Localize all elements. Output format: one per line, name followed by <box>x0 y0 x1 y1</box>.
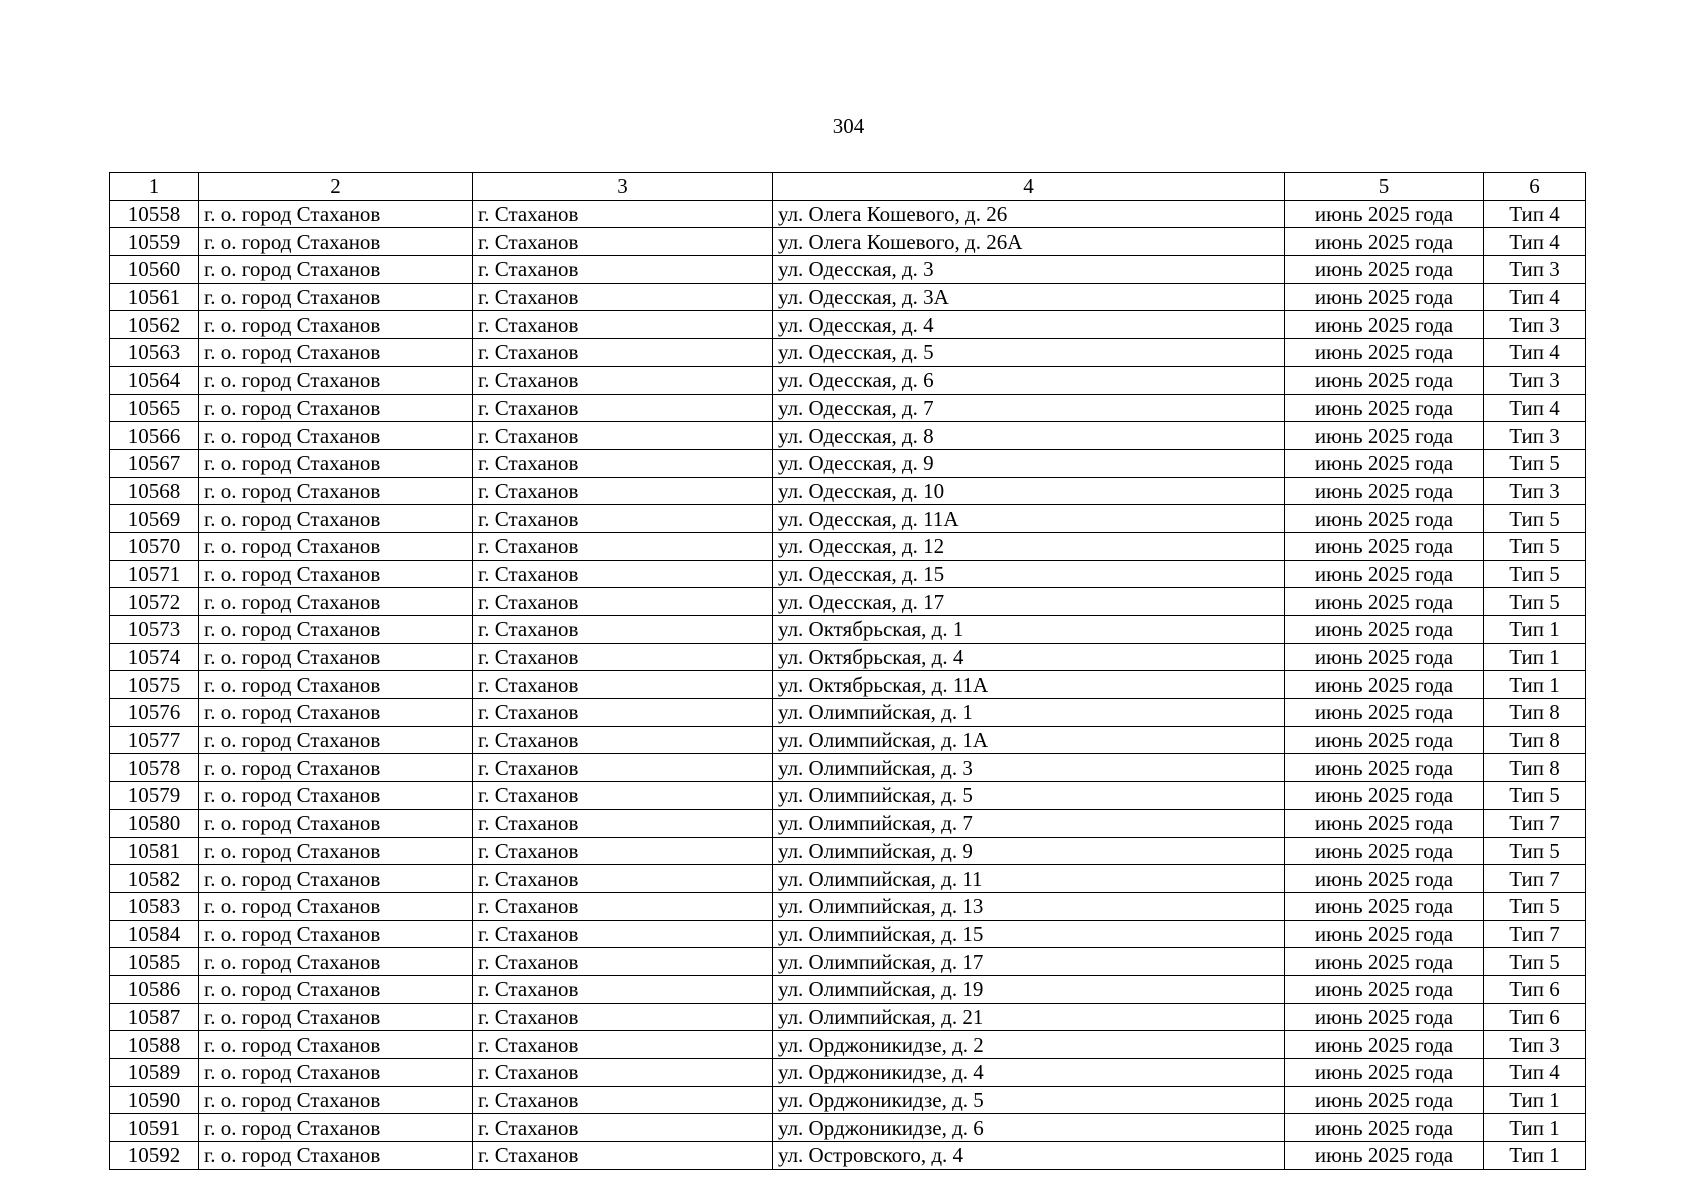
date-cell: июнь 2025 года <box>1285 892 1484 920</box>
table-row <box>110 1031 1586 1059</box>
type-cell: Тип 5 <box>1484 948 1586 976</box>
table-row <box>110 1114 1586 1142</box>
address-cell: ул. Островского, д. 4 <box>773 1142 1285 1170</box>
district-cell: г. о. город Стаханов <box>199 1003 473 1031</box>
date-cell: июнь 2025 года <box>1285 782 1484 810</box>
settlement-cell: г. Стаханов <box>473 616 773 644</box>
settlement-cell: г. Стаханов <box>473 782 773 810</box>
address-cell: ул. Одесская, д. 6 <box>773 366 1285 394</box>
row-number-cell: 10574 <box>110 643 199 671</box>
settlement-cell: г. Стаханов <box>473 200 773 228</box>
date-cell: июнь 2025 года <box>1285 975 1484 1003</box>
type-cell: Тип 7 <box>1484 865 1586 893</box>
table-row <box>110 394 1586 422</box>
district-cell: г. о. город Стаханов <box>199 394 473 422</box>
district-cell: г. о. город Стаханов <box>199 726 473 754</box>
row-number-cell: 10588 <box>110 1031 199 1059</box>
settlement-cell: г. Стаханов <box>473 1059 773 1087</box>
district-cell: г. о. город Стаханов <box>199 200 473 228</box>
column-header: 6 <box>1484 173 1586 201</box>
table-row <box>110 643 1586 671</box>
address-cell: ул. Одесская, д. 10 <box>773 477 1285 505</box>
date-cell: июнь 2025 года <box>1285 643 1484 671</box>
date-cell: июнь 2025 года <box>1285 865 1484 893</box>
row-number-cell: 10584 <box>110 920 199 948</box>
type-cell: Тип 5 <box>1484 588 1586 616</box>
table-row <box>110 948 1586 976</box>
row-number-cell: 10572 <box>110 588 199 616</box>
address-cell: ул. Орджоникидзе, д. 5 <box>773 1086 1285 1114</box>
settlement-cell: г. Стаханов <box>473 643 773 671</box>
table-row <box>110 366 1586 394</box>
settlement-cell: г. Стаханов <box>473 726 773 754</box>
district-cell: г. о. город Стаханов <box>199 671 473 699</box>
settlement-cell: г. Стаханов <box>473 754 773 782</box>
table-header-row <box>110 173 1586 201</box>
date-cell: июнь 2025 года <box>1285 477 1484 505</box>
date-cell: июнь 2025 года <box>1285 920 1484 948</box>
settlement-cell: г. Стаханов <box>473 1142 773 1170</box>
row-number-cell: 10576 <box>110 699 199 727</box>
type-cell: Тип 4 <box>1484 394 1586 422</box>
table-row <box>110 256 1586 284</box>
type-cell: Тип 1 <box>1484 616 1586 644</box>
address-cell: ул. Олимпийская, д. 15 <box>773 920 1285 948</box>
address-cell: ул. Олимпийская, д. 19 <box>773 975 1285 1003</box>
district-cell: г. о. город Стаханов <box>199 339 473 367</box>
date-cell: июнь 2025 года <box>1285 699 1484 727</box>
address-cell: ул. Олега Кошевого, д. 26 <box>773 200 1285 228</box>
type-cell: Тип 6 <box>1484 975 1586 1003</box>
date-cell: июнь 2025 года <box>1285 1031 1484 1059</box>
address-cell: ул. Олимпийская, д. 21 <box>773 1003 1285 1031</box>
row-number-cell: 10569 <box>110 505 199 533</box>
address-cell: ул. Одесская, д. 17 <box>773 588 1285 616</box>
date-cell: июнь 2025 года <box>1285 339 1484 367</box>
type-cell: Тип 3 <box>1484 422 1586 450</box>
row-number-cell: 10579 <box>110 782 199 810</box>
column-header: 5 <box>1285 173 1484 201</box>
table-row <box>110 283 1586 311</box>
address-cell: ул. Орджоникидзе, д. 4 <box>773 1059 1285 1087</box>
district-cell: г. о. город Стаханов <box>199 283 473 311</box>
district-cell: г. о. город Стаханов <box>199 505 473 533</box>
registry-table <box>109 172 1586 1170</box>
settlement-cell: г. Стаханов <box>473 283 773 311</box>
page-number: 304 <box>832 114 865 138</box>
row-number-cell: 10582 <box>110 865 199 893</box>
type-cell: Тип 3 <box>1484 1031 1586 1059</box>
date-cell: июнь 2025 года <box>1285 505 1484 533</box>
table-row <box>110 1142 1586 1170</box>
type-cell: Тип 4 <box>1484 339 1586 367</box>
type-cell: Тип 3 <box>1484 477 1586 505</box>
address-cell: ул. Одесская, д. 12 <box>773 532 1285 560</box>
row-number-cell: 10591 <box>110 1114 199 1142</box>
date-cell: июнь 2025 года <box>1285 560 1484 588</box>
address-cell: ул. Олимпийская, д. 3 <box>773 754 1285 782</box>
type-cell: Тип 3 <box>1484 256 1586 284</box>
district-cell: г. о. город Стаханов <box>199 782 473 810</box>
district-cell: г. о. город Стаханов <box>199 643 473 671</box>
row-number-cell: 10573 <box>110 616 199 644</box>
table-row <box>110 1086 1586 1114</box>
settlement-cell: г. Стаханов <box>473 256 773 284</box>
row-number-cell: 10583 <box>110 892 199 920</box>
settlement-cell: г. Стаханов <box>473 560 773 588</box>
row-number-cell: 10578 <box>110 754 199 782</box>
district-cell: г. о. город Стаханов <box>199 256 473 284</box>
table-row <box>110 449 1586 477</box>
address-cell: ул. Одесская, д. 11А <box>773 505 1285 533</box>
table-row <box>110 200 1586 228</box>
row-number-cell: 10561 <box>110 283 199 311</box>
date-cell: июнь 2025 года <box>1285 948 1484 976</box>
type-cell: Тип 8 <box>1484 699 1586 727</box>
district-cell: г. о. город Стаханов <box>199 449 473 477</box>
address-cell: ул. Одесская, д. 3А <box>773 283 1285 311</box>
table-row <box>110 228 1586 256</box>
date-cell: июнь 2025 года <box>1285 1003 1484 1031</box>
type-cell: Тип 4 <box>1484 200 1586 228</box>
date-cell: июнь 2025 года <box>1285 1086 1484 1114</box>
table-row <box>110 671 1586 699</box>
district-cell: г. о. город Стаханов <box>199 588 473 616</box>
row-number-cell: 10586 <box>110 975 199 1003</box>
table-row <box>110 865 1586 893</box>
column-header: 3 <box>473 173 773 201</box>
type-cell: Тип 4 <box>1484 283 1586 311</box>
row-number-cell: 10567 <box>110 449 199 477</box>
table-row <box>110 311 1586 339</box>
type-cell: Тип 3 <box>1484 311 1586 339</box>
settlement-cell: г. Стаханов <box>473 311 773 339</box>
date-cell: июнь 2025 года <box>1285 616 1484 644</box>
row-number-cell: 10577 <box>110 726 199 754</box>
row-number-cell: 10570 <box>110 532 199 560</box>
address-cell: ул. Октябрьская, д. 11А <box>773 671 1285 699</box>
settlement-cell: г. Стаханов <box>473 1086 773 1114</box>
type-cell: Тип 7 <box>1484 920 1586 948</box>
district-cell: г. о. город Стаханов <box>199 311 473 339</box>
district-cell: г. о. город Стаханов <box>199 1031 473 1059</box>
row-number-cell: 10566 <box>110 422 199 450</box>
row-number-cell: 10590 <box>110 1086 199 1114</box>
date-cell: июнь 2025 года <box>1285 422 1484 450</box>
date-cell: июнь 2025 года <box>1285 1142 1484 1170</box>
type-cell: Тип 1 <box>1484 643 1586 671</box>
type-cell: Тип 4 <box>1484 228 1586 256</box>
address-cell: ул. Одесская, д. 7 <box>773 394 1285 422</box>
table-row <box>110 726 1586 754</box>
district-cell: г. о. город Стаханов <box>199 422 473 450</box>
row-number-cell: 10564 <box>110 366 199 394</box>
district-cell: г. о. город Стаханов <box>199 1142 473 1170</box>
date-cell: июнь 2025 года <box>1285 228 1484 256</box>
table-row <box>110 477 1586 505</box>
row-number-cell: 10581 <box>110 837 199 865</box>
row-number-cell: 10592 <box>110 1142 199 1170</box>
type-cell: Тип 7 <box>1484 809 1586 837</box>
address-cell: ул. Орджоникидзе, д. 2 <box>773 1031 1285 1059</box>
address-cell: ул. Олимпийская, д. 1 <box>773 699 1285 727</box>
type-cell: Тип 5 <box>1484 449 1586 477</box>
table-row <box>110 754 1586 782</box>
district-cell: г. о. город Стаханов <box>199 920 473 948</box>
address-cell: ул. Олимпийская, д. 17 <box>773 948 1285 976</box>
address-cell: ул. Олимпийская, д. 13 <box>773 892 1285 920</box>
settlement-cell: г. Стаханов <box>473 837 773 865</box>
date-cell: июнь 2025 года <box>1285 726 1484 754</box>
address-cell: ул. Олимпийская, д. 9 <box>773 837 1285 865</box>
district-cell: г. о. город Стаханов <box>199 1114 473 1142</box>
address-cell: ул. Октябрьская, д. 4 <box>773 643 1285 671</box>
date-cell: июнь 2025 года <box>1285 256 1484 284</box>
table-row <box>110 782 1586 810</box>
date-cell: июнь 2025 года <box>1285 671 1484 699</box>
row-number-cell: 10575 <box>110 671 199 699</box>
row-number-cell: 10563 <box>110 339 199 367</box>
address-cell: ул. Одесская, д. 8 <box>773 422 1285 450</box>
district-cell: г. о. город Стаханов <box>199 366 473 394</box>
type-cell: Тип 6 <box>1484 1003 1586 1031</box>
row-number-cell: 10559 <box>110 228 199 256</box>
district-cell: г. о. город Стаханов <box>199 560 473 588</box>
settlement-cell: г. Стаханов <box>473 699 773 727</box>
table-row <box>110 975 1586 1003</box>
date-cell: июнь 2025 года <box>1285 809 1484 837</box>
date-cell: июнь 2025 года <box>1285 1114 1484 1142</box>
settlement-cell: г. Стаханов <box>473 366 773 394</box>
settlement-cell: г. Стаханов <box>473 1031 773 1059</box>
district-cell: г. о. город Стаханов <box>199 865 473 893</box>
address-cell: ул. Одесская, д. 15 <box>773 560 1285 588</box>
type-cell: Тип 1 <box>1484 671 1586 699</box>
table-row <box>110 616 1586 644</box>
settlement-cell: г. Стаханов <box>473 920 773 948</box>
address-cell: ул. Орджоникидзе, д. 6 <box>773 1114 1285 1142</box>
settlement-cell: г. Стаханов <box>473 809 773 837</box>
address-cell: ул. Олега Кошевого, д. 26А <box>773 228 1285 256</box>
settlement-cell: г. Стаханов <box>473 1003 773 1031</box>
type-cell: Тип 5 <box>1484 532 1586 560</box>
row-number-cell: 10562 <box>110 311 199 339</box>
date-cell: июнь 2025 года <box>1285 366 1484 394</box>
district-cell: г. о. город Стаханов <box>199 1059 473 1087</box>
settlement-cell: г. Стаханов <box>473 588 773 616</box>
settlement-cell: г. Стаханов <box>473 892 773 920</box>
settlement-cell: г. Стаханов <box>473 422 773 450</box>
row-number-cell: 10565 <box>110 394 199 422</box>
table-row <box>110 809 1586 837</box>
date-cell: июнь 2025 года <box>1285 837 1484 865</box>
column-header: 2 <box>199 173 473 201</box>
settlement-cell: г. Стаханов <box>473 228 773 256</box>
district-cell: г. о. город Стаханов <box>199 532 473 560</box>
type-cell: Тип 8 <box>1484 726 1586 754</box>
date-cell: июнь 2025 года <box>1285 754 1484 782</box>
settlement-cell: г. Стаханов <box>473 394 773 422</box>
table-row <box>110 699 1586 727</box>
column-header: 1 <box>110 173 199 201</box>
table-body <box>110 200 1586 1169</box>
row-number-cell: 10558 <box>110 200 199 228</box>
settlement-cell: г. Стаханов <box>473 532 773 560</box>
type-cell: Тип 3 <box>1484 366 1586 394</box>
address-cell: ул. Олимпийская, д. 11 <box>773 865 1285 893</box>
address-cell: ул. Одесская, д. 9 <box>773 449 1285 477</box>
district-cell: г. о. город Стаханов <box>199 837 473 865</box>
row-number-cell: 10585 <box>110 948 199 976</box>
table-row <box>110 560 1586 588</box>
row-number-cell: 10568 <box>110 477 199 505</box>
table-row <box>110 920 1586 948</box>
row-number-cell: 10560 <box>110 256 199 284</box>
district-cell: г. о. город Стаханов <box>199 809 473 837</box>
type-cell: Тип 5 <box>1484 892 1586 920</box>
settlement-cell: г. Стаханов <box>473 449 773 477</box>
date-cell: июнь 2025 года <box>1285 588 1484 616</box>
date-cell: июнь 2025 года <box>1285 394 1484 422</box>
type-cell: Тип 8 <box>1484 754 1586 782</box>
table-row <box>110 837 1586 865</box>
type-cell: Тип 4 <box>1484 1059 1586 1087</box>
date-cell: июнь 2025 года <box>1285 311 1484 339</box>
address-cell: ул. Октябрьская, д. 1 <box>773 616 1285 644</box>
date-cell: июнь 2025 года <box>1285 449 1484 477</box>
district-cell: г. о. город Стаханов <box>199 975 473 1003</box>
table-row <box>110 532 1586 560</box>
district-cell: г. о. город Стаханов <box>199 754 473 782</box>
address-cell: ул. Олимпийская, д. 7 <box>773 809 1285 837</box>
district-cell: г. о. город Стаханов <box>199 699 473 727</box>
address-cell: ул. Одесская, д. 5 <box>773 339 1285 367</box>
district-cell: г. о. город Стаханов <box>199 892 473 920</box>
row-number-cell: 10580 <box>110 809 199 837</box>
table-row <box>110 339 1586 367</box>
district-cell: г. о. город Стаханов <box>199 228 473 256</box>
table-row <box>110 505 1586 533</box>
district-cell: г. о. город Стаханов <box>199 948 473 976</box>
date-cell: июнь 2025 года <box>1285 200 1484 228</box>
address-cell: ул. Одесская, д. 3 <box>773 256 1285 284</box>
type-cell: Тип 5 <box>1484 837 1586 865</box>
type-cell: Тип 5 <box>1484 782 1586 810</box>
table-row <box>110 588 1586 616</box>
type-cell: Тип 5 <box>1484 560 1586 588</box>
row-number-cell: 10589 <box>110 1059 199 1087</box>
row-number-cell: 10571 <box>110 560 199 588</box>
address-cell: ул. Олимпийская, д. 5 <box>773 782 1285 810</box>
district-cell: г. о. город Стаханов <box>199 616 473 644</box>
district-cell: г. о. город Стаханов <box>199 477 473 505</box>
date-cell: июнь 2025 года <box>1285 532 1484 560</box>
settlement-cell: г. Стаханов <box>473 865 773 893</box>
district-cell: г. о. город Стаханов <box>199 1086 473 1114</box>
settlement-cell: г. Стаханов <box>473 975 773 1003</box>
table-row <box>110 422 1586 450</box>
settlement-cell: г. Стаханов <box>473 477 773 505</box>
settlement-cell: г. Стаханов <box>473 339 773 367</box>
type-cell: Тип 5 <box>1484 505 1586 533</box>
date-cell: июнь 2025 года <box>1285 1059 1484 1087</box>
type-cell: Тип 1 <box>1484 1086 1586 1114</box>
date-cell: июнь 2025 года <box>1285 283 1484 311</box>
address-cell: ул. Олимпийская, д. 1А <box>773 726 1285 754</box>
table-row <box>110 892 1586 920</box>
type-cell: Тип 1 <box>1484 1142 1586 1170</box>
row-number-cell: 10587 <box>110 1003 199 1031</box>
type-cell: Тип 1 <box>1484 1114 1586 1142</box>
settlement-cell: г. Стаханов <box>473 505 773 533</box>
table-row <box>110 1059 1586 1087</box>
table-row <box>110 1003 1586 1031</box>
address-cell: ул. Одесская, д. 4 <box>773 311 1285 339</box>
column-header: 4 <box>773 173 1285 201</box>
settlement-cell: г. Стаханов <box>473 948 773 976</box>
settlement-cell: г. Стаханов <box>473 671 773 699</box>
settlement-cell: г. Стаханов <box>473 1114 773 1142</box>
